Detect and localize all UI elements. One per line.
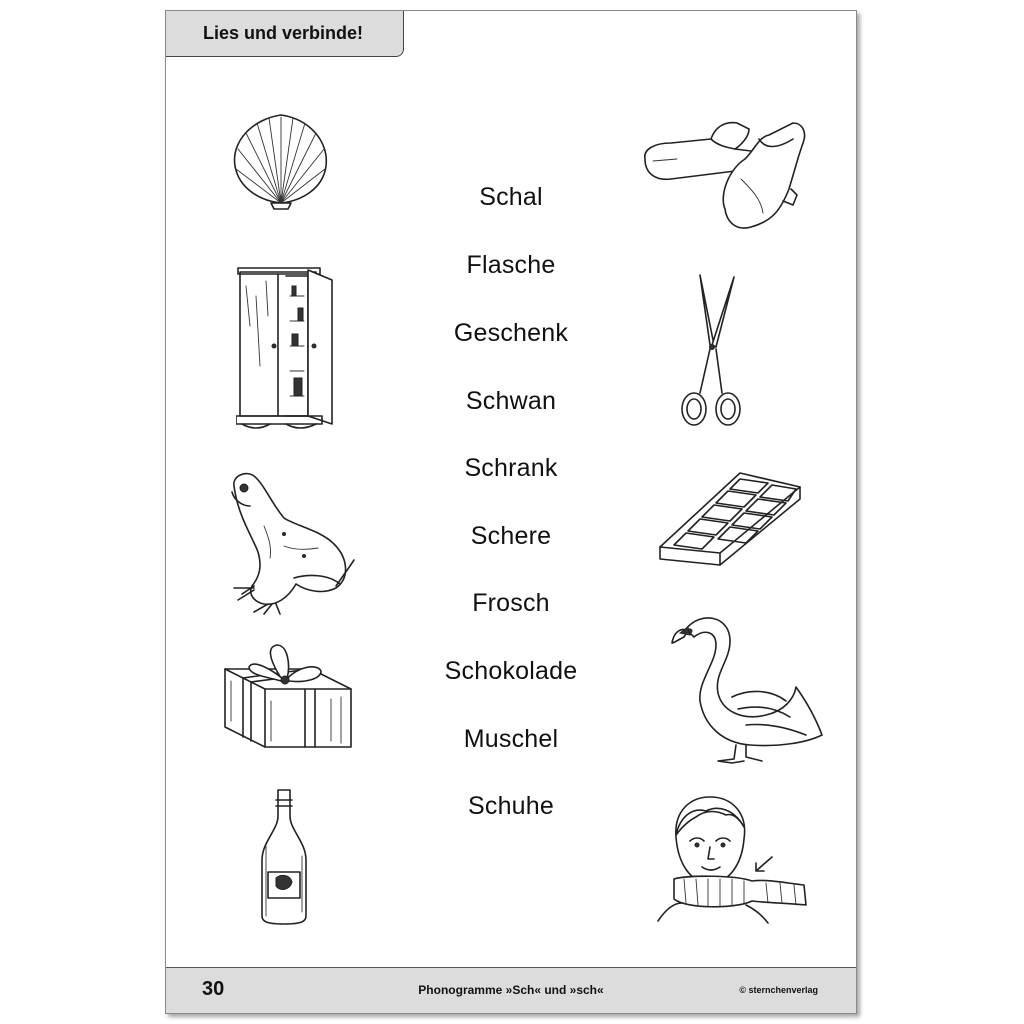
frog-icon xyxy=(224,466,359,616)
scissors-icon xyxy=(676,273,746,438)
publisher-credit: © sternchenverlag xyxy=(739,985,818,995)
page-title: Lies und verbinde! xyxy=(166,11,404,57)
word-item: Schuhe xyxy=(468,792,554,820)
word-item: Schokolade xyxy=(444,657,578,685)
word-item: Schere xyxy=(470,522,552,550)
footer-title: Phonogramme »Sch« und »sch« xyxy=(418,983,604,997)
shell-icon xyxy=(231,111,331,211)
scarf-boy-icon xyxy=(656,791,816,926)
swan-icon xyxy=(666,601,826,771)
worksheet-page xyxy=(165,10,857,1014)
wardrobe-icon xyxy=(236,266,346,431)
word-item: Flasche xyxy=(466,251,556,279)
word-item: Frosch xyxy=(472,589,550,617)
shoes-icon xyxy=(641,109,811,239)
bottle-icon xyxy=(254,786,314,926)
word-item: Schwan xyxy=(465,387,557,415)
chocolate-icon xyxy=(656,461,804,569)
word-item: Geschenk xyxy=(453,319,569,347)
gift-icon xyxy=(221,641,356,756)
page-number: 30 xyxy=(202,978,225,1000)
word-item: Schrank xyxy=(464,454,558,482)
word-item: Muschel xyxy=(463,725,559,753)
page-footer xyxy=(166,967,856,1013)
word-item: Schal xyxy=(479,183,543,211)
